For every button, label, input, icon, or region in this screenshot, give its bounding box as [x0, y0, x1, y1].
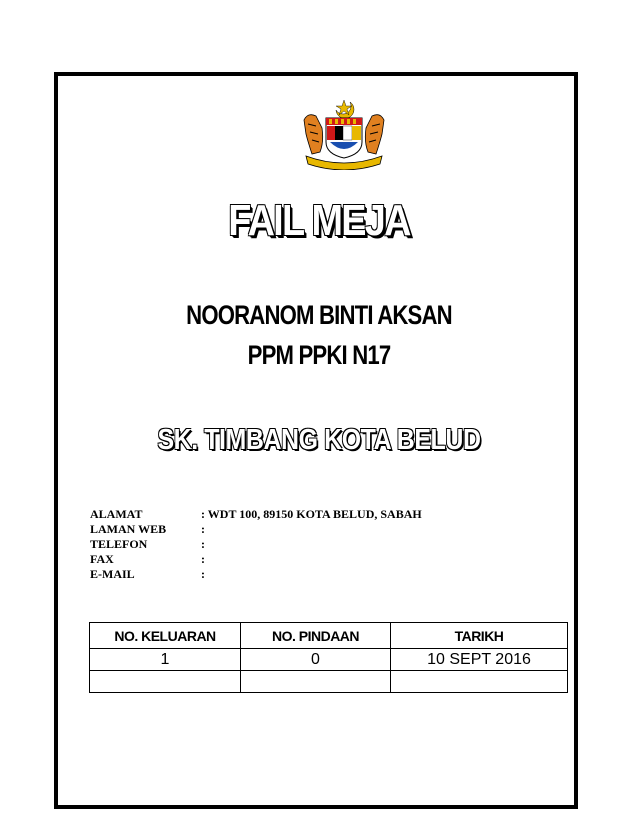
owner-name: NOORANOM BINTI AKSAN [186, 300, 452, 330]
info-row-alamat [90, 507, 422, 522]
revision-table [89, 622, 568, 693]
malaysia-coat-of-arms-icon [298, 98, 390, 170]
info-label: FAX [90, 552, 114, 566]
cell-tarikh: 10 SEPT 2016 [391, 649, 568, 671]
info-row-email [90, 567, 422, 582]
info-row-laman-web [90, 522, 422, 537]
info-label: ALAMAT [90, 507, 143, 521]
table-row [90, 671, 568, 693]
cell-no-pindaan: 0 [241, 649, 391, 671]
cell-no-keluaran [90, 671, 241, 693]
info-value: : WDT 100, 89150 KOTA BELUD, SABAH [201, 507, 422, 521]
info-row-telefon [90, 537, 422, 552]
table-row [90, 649, 568, 671]
info-value: : [201, 522, 205, 536]
contact-info [90, 507, 422, 582]
cell-no-keluaran: 1 [90, 649, 241, 671]
document-title: FAIL MEJA [228, 196, 410, 245]
info-label: E-MAIL [90, 567, 135, 581]
header-no-pindaan: NO. PINDAAN [241, 623, 391, 649]
table-header-row [90, 623, 568, 649]
header-no-keluaran: NO. KELUARAN [90, 623, 241, 649]
cell-no-pindaan [241, 671, 391, 693]
info-value: : [201, 537, 205, 551]
info-row-fax [90, 552, 422, 567]
cell-tarikh [391, 671, 568, 693]
info-value: : [201, 567, 205, 581]
owner-position: PPM PPKI N17 [247, 340, 391, 370]
info-value: : [201, 552, 205, 566]
header-tarikh: TARIKH [391, 623, 568, 649]
info-label: LAMAN WEB [90, 522, 167, 536]
school-name: SK. TIMBANG KOTA BELUD [157, 424, 481, 456]
info-label: TELEFON [90, 537, 148, 551]
